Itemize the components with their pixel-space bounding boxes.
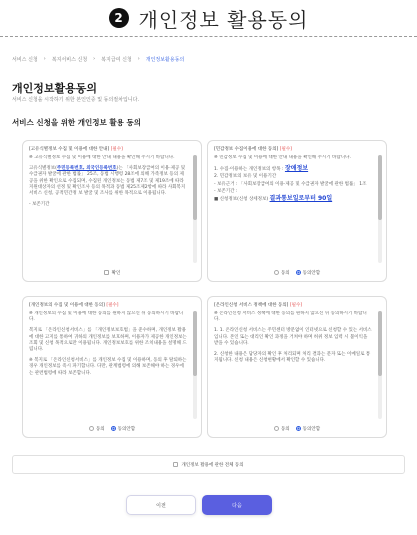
agree-row xyxy=(23,270,201,276)
highlight-text: 주민등록번호, 외국인등록번호 xyxy=(56,166,117,172)
consent-text-scroll[interactable]: ※ 온라인신청 서비스 정책에 대한 동의를 원하지 않으신 뒤 동의하시기 바랍니다. 1. 1. 온라인신청 서비스는 주민센터 방문없이 인터넷으로 신청할 수 있는 서비스입니다. 본인 또는 대리인 확인 과정을 거쳐야 하며 허위 정보 입력 시 불이익을 받을 수 있습니다. 2. 신청한 내용은 담당자의 확인 후 처리되며 처리 결과는 문자 또는 이메일로 통지됩니다. 신청 내용은 신청현황에서 확인할 수 있습니다. xyxy=(214,311,372,364)
step-banner xyxy=(0,0,417,37)
highlight-text: 장애정보 xyxy=(284,165,309,173)
required-badge: [필수] xyxy=(106,303,119,308)
banner-title: 개인정보 활용동의 xyxy=(138,7,309,32)
agree-radio[interactable]: 동의 xyxy=(274,270,290,276)
consent-text-scroll[interactable]: ※ 고유식별정보 수집 및 이용에 대한 안내 내용을 확인해 주시기 바랍니다. 고유식별정보(주민등록번호, 외국인등록번호)는 「사회보장급여의 이용·제공 및 수급권자 발굴에 관한 법률」 25조, 동법 시행령 28조에 의해 가족정보 등의 제공을 위한 확인으로 수집되며, 수집된 개인정보는 동법 제7조 및 제19조에 따라 지원대상자의 선정 및 확인조사 등의 목적과 동법 제25조제2항에 따라 사회복지서비스 신청, 공적민간정 보 발굴 및 조사를 위한 목적으로 이용됩니다. - 보존기간 xyxy=(29,155,186,208)
scrollbar[interactable] xyxy=(193,155,197,263)
breadcrumb-item-current: 개인정보활용동의 xyxy=(145,57,185,63)
scrollbar-thumb[interactable] xyxy=(193,311,197,376)
consent-text-scroll[interactable]: ※ 민감정보 수집 및 이용에 대한 안내 내용을 확인해 주시기 바랍니다. 1. 수집·이용하는 개인정보의 항목 : 장애정보 2. 민감정보의 보유 및 이용기간 - 보유근거 : 「사회보장급여의 이용·제공 및 수급권자 발굴에 관한 법률」 1조 - 보존기간 : ■ 신청정보(신청 상세정보) 결과통보일로부터 90일 xyxy=(214,155,367,203)
scrollbar-thumb[interactable] xyxy=(378,155,382,220)
disagree-radio[interactable]: 동의안함 xyxy=(296,270,320,276)
prev-button[interactable]: 이전 xyxy=(126,495,196,515)
consent-card-service-policy xyxy=(207,296,387,438)
consent-card-sensitive-info xyxy=(207,140,387,282)
required-badge: [필수] xyxy=(289,303,303,308)
page-title: 개인정보활용동의 xyxy=(12,82,98,95)
breadcrumb-item[interactable]: 복지급여 신청 xyxy=(101,57,132,63)
scrollbar-thumb[interactable] xyxy=(193,155,197,220)
all-agree-label: 개인정보 활용에 관한 전체 동의 xyxy=(181,462,244,468)
breadcrumb-item[interactable]: 서비스 신청 xyxy=(12,57,38,63)
scrollbar[interactable] xyxy=(193,311,197,419)
consent-card-unique-id xyxy=(22,140,202,282)
card-heading: [온라인신청 서비스 정책에 대한 동의] [필수] xyxy=(214,303,303,308)
confirm-checkbox[interactable]: 확인 xyxy=(104,270,121,276)
step-number-badge: 2 xyxy=(109,8,129,28)
scrollbar[interactable] xyxy=(378,311,382,419)
agree-radio[interactable]: 동의 xyxy=(274,426,290,432)
card-heading: [민감정보 수집이용에 대한 동의] [필수] xyxy=(214,147,292,152)
disagree-radio[interactable]: 동의안함 xyxy=(296,426,320,432)
agree-row xyxy=(23,426,201,432)
required-badge: [필수] xyxy=(279,147,292,152)
disagree-radio[interactable]: 동의안함 xyxy=(111,426,135,432)
consent-text-scroll[interactable]: ※ 개인정보의 수집 및 이용에 대한 동의를 원하지 않으신 뒤 동의하시기 바랍니다. 복지로 「온라인신청서비스」를 「개인정보보호법」을 준수하며, 개인정보 활용에 대한 고지를 통하여 귀하의 개인정보를 보호하며, 이용자가 제공한 개인정보는 조회 및 신청 목적으로만 이용됩니다. 개인정보보호를 위한 조치내용을 설명해 드립니다. ※ 복지로 「온라인신청서비스」를 개인정보 수집 및 이용하며, 동의 후 탈퇴하는 경우 개인정보를 즉시 파기합니다. 다만, 관계법령에 의해 보존해야 하는 경우에는 관련법령에 따라 보존합니다. xyxy=(29,311,187,376)
agree-row xyxy=(208,426,386,432)
scrollbar-thumb[interactable] xyxy=(378,311,382,376)
checkbox-box xyxy=(173,462,178,467)
agree-radio[interactable]: 동의 xyxy=(89,426,105,432)
card-heading: [개인정보의 수집 및 이용에 대한 동의] [필수] xyxy=(29,303,119,308)
highlight-text: 결과통보일로부터 90일 xyxy=(269,195,333,203)
card-heading: [고유식별정보 수집 및 이용에 대한 안내] [필수] xyxy=(29,147,123,152)
required-badge: [필수] xyxy=(110,147,123,152)
consent-card-personal-info xyxy=(22,296,202,438)
next-button[interactable]: 다음 xyxy=(202,495,272,515)
agree-row xyxy=(208,270,386,276)
all-agree-checkbox[interactable] xyxy=(12,455,405,474)
page-subtitle: 서비스 신청을 시작하기 위한 본인인증 및 동의절차입니다. xyxy=(12,97,140,103)
breadcrumb-item[interactable]: 복지서비스 신청 xyxy=(51,57,88,63)
section-title: 서비스 신청을 위한 개인정보 활용 동의 xyxy=(12,118,141,127)
breadcrumb: 서비스 신청 › 복지서비스 신청 › 복지급여 신청 › 개인정보활용동의 xyxy=(12,56,185,63)
scrollbar[interactable] xyxy=(378,155,382,263)
